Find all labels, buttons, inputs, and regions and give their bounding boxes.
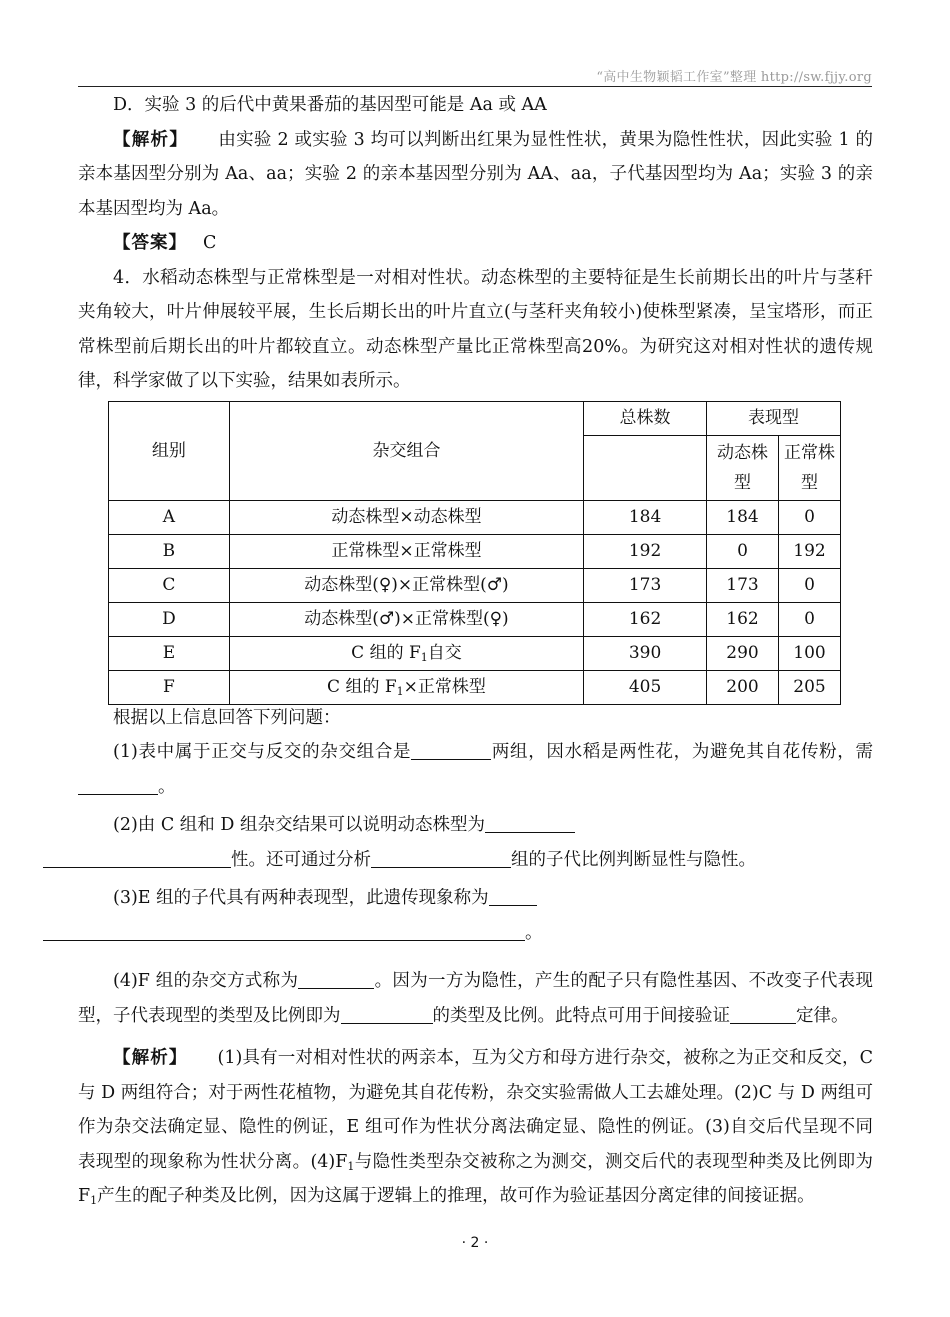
cell-group: B xyxy=(109,534,230,568)
cell-normal: 192 xyxy=(779,534,841,568)
sq1-part-a: (1)表中属于正交与反交的杂交组合是 xyxy=(113,742,412,762)
answer-blank xyxy=(341,1001,433,1024)
cell-total: 162 xyxy=(584,602,707,636)
analysis-part-3: 产生的配子种类及比例，因为这属于逻辑上的推理，故可作为验证基因分离定律的间接证据。 xyxy=(97,1186,815,1206)
header-cross: 杂交组合 xyxy=(229,401,583,500)
cross-prefix: C 组的 F xyxy=(351,643,421,663)
page-content xyxy=(78,88,873,1214)
answer-blank xyxy=(43,918,525,941)
answer-blank xyxy=(298,966,374,989)
question-4-stem: 4．水稻动态株型与正常株型是一对相对性状。动态株型的主要特征是生长前期长出的叶片与茎秆夹角较大，叶片伸展较平展，生长后期长出的叶片直立(与茎秆夹角较小)使株型紧凑，呈宝塔形，而正常株型前后期长出的叶片都较直立。动态株型产量比正常株型高20%。为研究这对相对性状的遗传规律，科学家做了以下实验，结果如表所示。 xyxy=(78,267,873,391)
cell-cross: 动态株型(♂)×正常株型(♀) xyxy=(229,602,583,636)
header-group: 组别 xyxy=(109,401,230,500)
header-note: “高中生物颖韬工作室”整理 http://sw.fjjy.org xyxy=(596,70,872,85)
cell-cross: 动态株型×动态株型 xyxy=(229,500,583,534)
header-rule xyxy=(78,86,872,87)
table-row xyxy=(109,636,841,670)
cell-dynamic: 290 xyxy=(706,636,778,670)
sq1-part-b: 两组，因水稻是两性花，为避免其自花传粉，需 xyxy=(491,742,873,762)
sq4-part-b: 。因为一方为隐性，产生的配子只有隐性基因、不改变子代表现型，子代表现型的类型及比例即为 xyxy=(78,971,873,1026)
cell-normal: 100 xyxy=(779,636,841,670)
table-row xyxy=(109,500,841,534)
answer-blank xyxy=(489,883,537,906)
analysis-sub-2: 1 xyxy=(90,1194,98,1207)
sq3-part-b: 。 xyxy=(525,922,543,943)
prev-analysis-text: 由实验 2 或实验 3 均可以判断出红果为显性性状，黄果为隐性性状，因此实验 1 的亲本基因型分别为 Aa、aa；实验 2 的亲本基因型分别为 AA、aa，子代基因型均为 Aa；实验 3 的亲本基因型均为 Aa。 xyxy=(78,129,873,219)
cell-total: 405 xyxy=(584,670,707,704)
subquestion-2 xyxy=(78,808,873,877)
analysis-part-2: 与隐性类型杂交被称之为测交，测交后代的表现型种类及比例即为 F xyxy=(78,1151,873,1206)
answer-blank xyxy=(371,845,511,868)
cell-normal: 0 xyxy=(779,568,841,602)
cell-group: E xyxy=(109,636,230,670)
page-number: · 2 · xyxy=(461,1235,489,1251)
table-row xyxy=(109,568,841,602)
answer-blank xyxy=(411,737,491,760)
lead-text: 根据以上信息回答下列问题： xyxy=(113,707,341,728)
sq3-part-a: (3)E 组的子代具有两种表现型，此遗传现象称为 xyxy=(113,888,489,908)
cell-total: 390 xyxy=(584,636,707,670)
sq2-part-b: 性。还可通过分析 xyxy=(231,849,371,870)
cell-dynamic: 173 xyxy=(706,568,778,602)
cell-group: A xyxy=(109,500,230,534)
cell-dynamic: 0 xyxy=(706,534,778,568)
cell-dynamic: 200 xyxy=(706,670,778,704)
cell-dynamic: 184 xyxy=(706,500,778,534)
cell-normal: 205 xyxy=(779,670,841,704)
cross-suffix: 自交 xyxy=(427,643,462,663)
answer-blank xyxy=(43,845,231,868)
header-dynamic: 动态株型 xyxy=(706,435,778,500)
cell-normal: 0 xyxy=(779,500,841,534)
cross-subscript: 1 xyxy=(396,685,404,698)
cell-cross xyxy=(229,670,583,704)
q4-analysis xyxy=(78,1041,873,1214)
cell-cross: 动态株型(♀)×正常株型(♂) xyxy=(229,568,583,602)
prev-analysis xyxy=(78,123,873,227)
sq4-part-d: 定律。 xyxy=(796,1005,849,1026)
cell-total: 192 xyxy=(584,534,707,568)
cell-cross: 正常株型×正常株型 xyxy=(229,534,583,568)
answer-tag: 【答案】 xyxy=(113,233,187,253)
cross-subscript: 1 xyxy=(420,651,428,664)
analysis-tag: 【解析】 xyxy=(113,129,189,150)
experiment-table xyxy=(108,401,841,705)
header-total: 总株数 xyxy=(584,401,707,435)
cell-cross xyxy=(229,636,583,670)
subquestion-3 xyxy=(78,881,873,950)
cross-suffix: ×正常株型 xyxy=(403,677,486,697)
prev-answer xyxy=(78,226,873,261)
analysis-part-1: (1)具有一对相对性状的两亲本，互为父方和母方进行杂交，被称之为正交和反交，C 与 D 两组符合；对于两性花植物，为避免其自花传粉，杂交实验需做人工去雄处理。(2)C 与 D 两组可作为杂交法确定显、隐性的例证，E 组可作为性状分离法确定显、隐性的例证。(3)自交后代呈现不同表现型的现象称为性状分离。(4)F xyxy=(78,1048,873,1172)
cell-group: C xyxy=(109,568,230,602)
sq2-part-a: (2)由 C 组和 D 组杂交结果可以说明动态株型为 xyxy=(113,815,485,835)
answer-value: C xyxy=(203,233,217,253)
answer-blank xyxy=(78,772,158,795)
cross-prefix: C 组的 F xyxy=(327,677,397,697)
header-normal: 正常株型 xyxy=(779,435,841,500)
header-phenotype: 表现型 xyxy=(706,401,840,435)
analysis-sub-1: 1 xyxy=(347,1159,355,1173)
analysis-tag: 【解析】 xyxy=(113,1048,188,1068)
cell-total: 184 xyxy=(584,500,707,534)
cell-group: D xyxy=(109,602,230,636)
option-d: D．实验 3 的后代中黄果番茄的基因型可能是 Aa 或 AA xyxy=(113,95,547,115)
sq4-part-c: 的类型及比例。此特点可用于间接验证 xyxy=(432,1005,730,1026)
answer-blank xyxy=(485,810,575,833)
cell-dynamic: 162 xyxy=(706,602,778,636)
sq4-part-a: (4)F 组的杂交方式称为 xyxy=(113,971,299,991)
header-total-spacer xyxy=(584,435,707,500)
sq1-part-c: 。 xyxy=(158,776,176,797)
cell-total: 173 xyxy=(584,568,707,602)
subquestion-4 xyxy=(78,964,873,1033)
cell-normal: 0 xyxy=(779,602,841,636)
sq2-part-c: 组的子代比例判断显性与隐性。 xyxy=(511,849,756,870)
cell-group: F xyxy=(109,670,230,704)
answer-blank xyxy=(730,1001,796,1024)
table-row xyxy=(109,602,841,636)
subquestion-1 xyxy=(78,735,873,804)
table-row xyxy=(109,534,841,568)
table-row xyxy=(109,670,841,704)
